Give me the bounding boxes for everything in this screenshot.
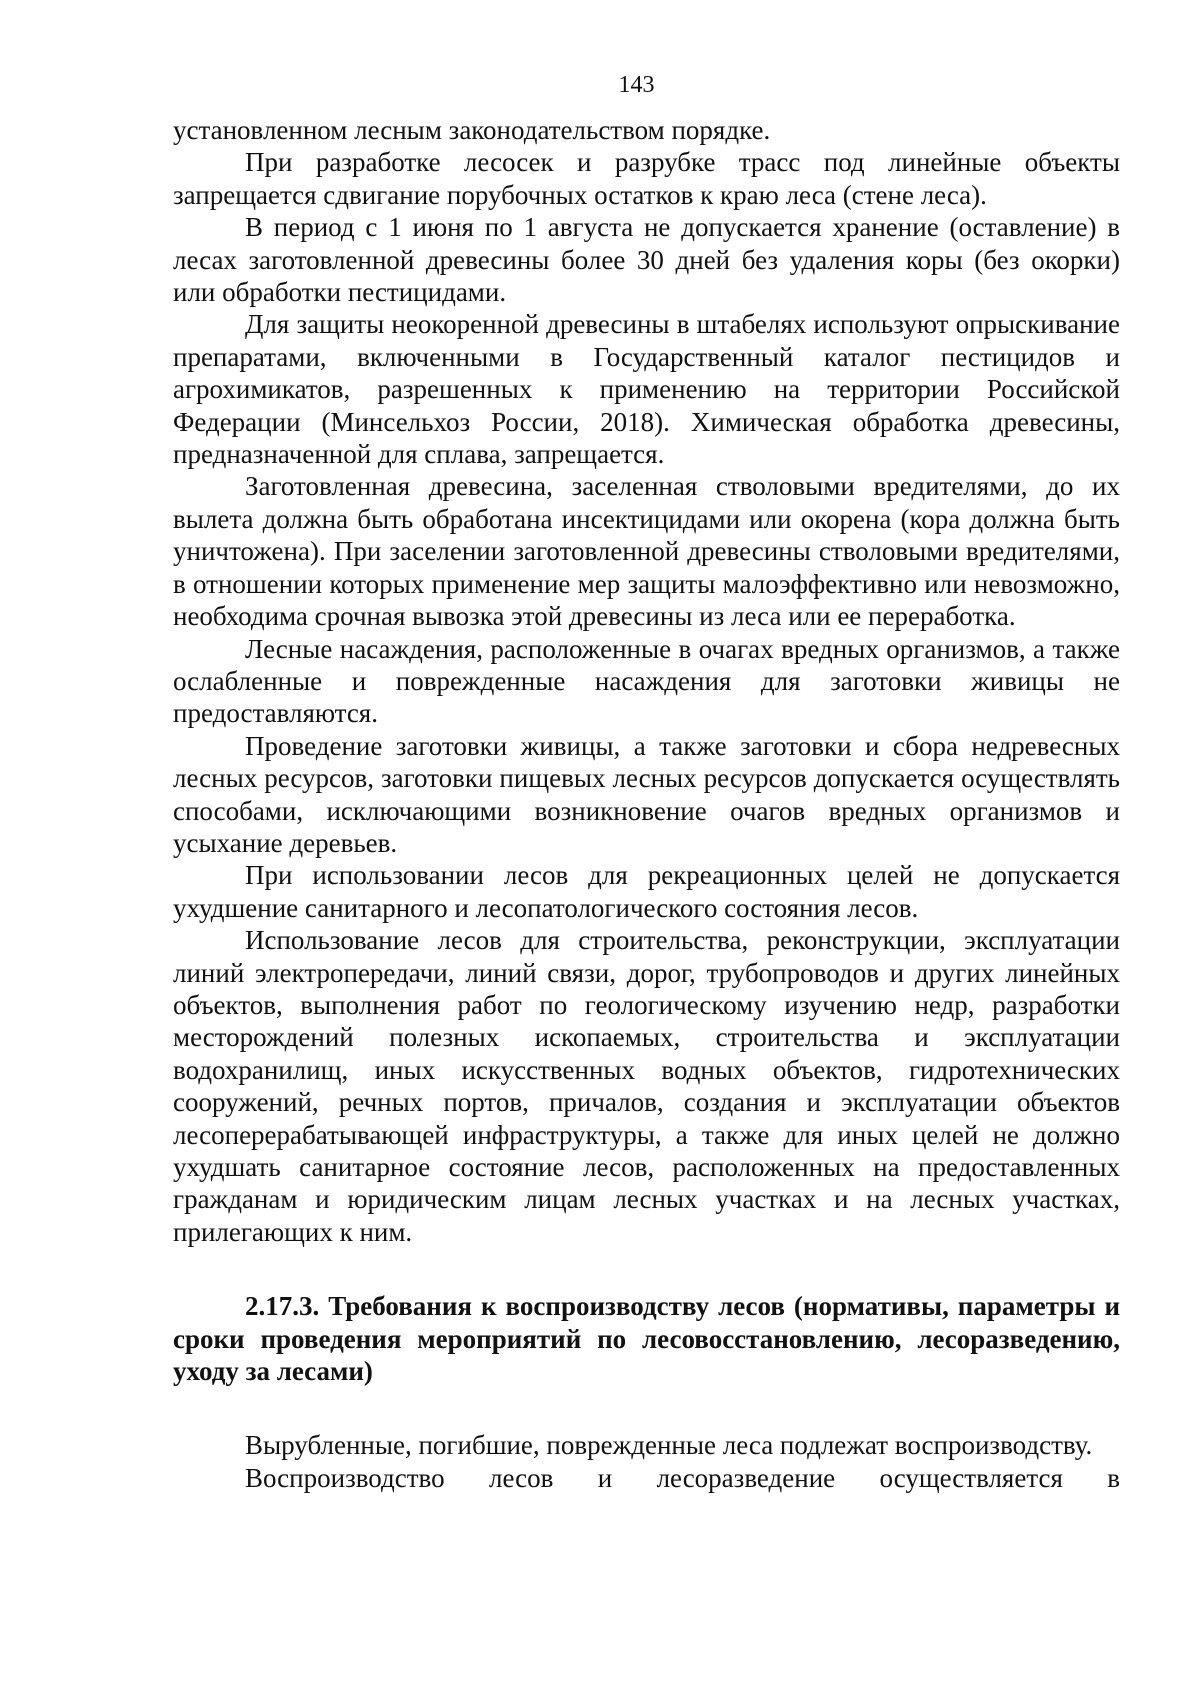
body-text-after bbox=[173, 1429, 1120, 1494]
paragraph-5: Лесные насаждения, расположенные в очагах вредных организмов, а также ослабленные и поврежденные насаждения для заготовки живицы не предоставляются. bbox=[173, 633, 1120, 729]
paragraph-after-0: Вырубленные, погибшие, поврежденные леса подлежат воспроизводству. bbox=[245, 1430, 1093, 1461]
document-page bbox=[173, 70, 1120, 1494]
heading-spacer bbox=[173, 1387, 1120, 1429]
paragraph-0: установленном лесным законодательством порядке. bbox=[173, 115, 771, 145]
paragraph-after-1: Воспроизводство лесов и лесоразведение осуществляется в bbox=[245, 1462, 1120, 1493]
paragraph-1: При разработке лесосек и разрубке трасс под линейные объекты запрещается сдвигание порубочных остатков к краю леса (стене леса). bbox=[173, 147, 1120, 210]
paragraph-6: Проведение заготовки живицы, а также заготовки и сбора недревесных лесных ресурсов, заготовки пищевых лесных ресурсов допускается осуществлять способами, исключающими возникновение очагов вредных организмов и усыхание деревьев. bbox=[173, 730, 1120, 858]
body-text-before bbox=[173, 114, 1120, 1248]
page-number: 143 bbox=[618, 72, 655, 98]
section-heading: 2.17.3. Требования к воспроизводству лесов (нормативы, параметры и сроки проведения мероприятий по лесовосстановлению, лесоразведению, уходу за лесами) bbox=[173, 1291, 1120, 1387]
paragraph-8: Использование лесов для строительства, реконструкции, эксплуатации линий электропередачи, линий связи, дорог, трубопроводов и других линейных объектов, выполнения работ по геологическому изучению недр, разработки месторождений полезных ископаемых, строительства и эксплуатации водохранилищ, иных искусственных водных объектов, гидротехнических сооружений, речных портов, причалов, создания и эксплуатации объектов лесоперерабатывающей инфраструктуры, а также для иных целей не должно ухудшать санитарное состояние лесов, расположенных на предоставленных гражданам и юридическим лицам лесных участках и на лесных участках, прилегающих к ним. bbox=[173, 925, 1120, 1247]
paragraph-2: В период с 1 июня по 1 августа не допускается хранение (оставление) в лесах заготовленной древесины более 30 дней без удаления коры (без окорки) или обработки пестицидами. bbox=[173, 212, 1120, 308]
paragraph-3: Для защиты неокоренной древесины в штабелях используют опрыскивание препаратами, включенными в Государственный каталог пестицидов и агрохимикатов, разрешенных к применению на территории Российской Федерации (Минсельхоз России, 2018). Химическая обработка древесины, предназначенной для сплава, запрещается. bbox=[173, 309, 1120, 470]
paragraph-4: Заготовленная древесина, заселенная стволовыми вредителями, до их вылета должна быть обработана инсектицидами или окорена (кора должна быть уничтожена). При заселении заготовленной древесины стволовыми вредителями, в отношении которых применение мер защиты малоэффективно или невозможно, необходима срочная вывозка этой древесины из леса или ее переработка. bbox=[173, 471, 1120, 632]
paragraph-7: При использовании лесов для рекреационных целей не допускается ухудшение санитарного и лесопатологического состояния лесов. bbox=[173, 860, 1120, 923]
